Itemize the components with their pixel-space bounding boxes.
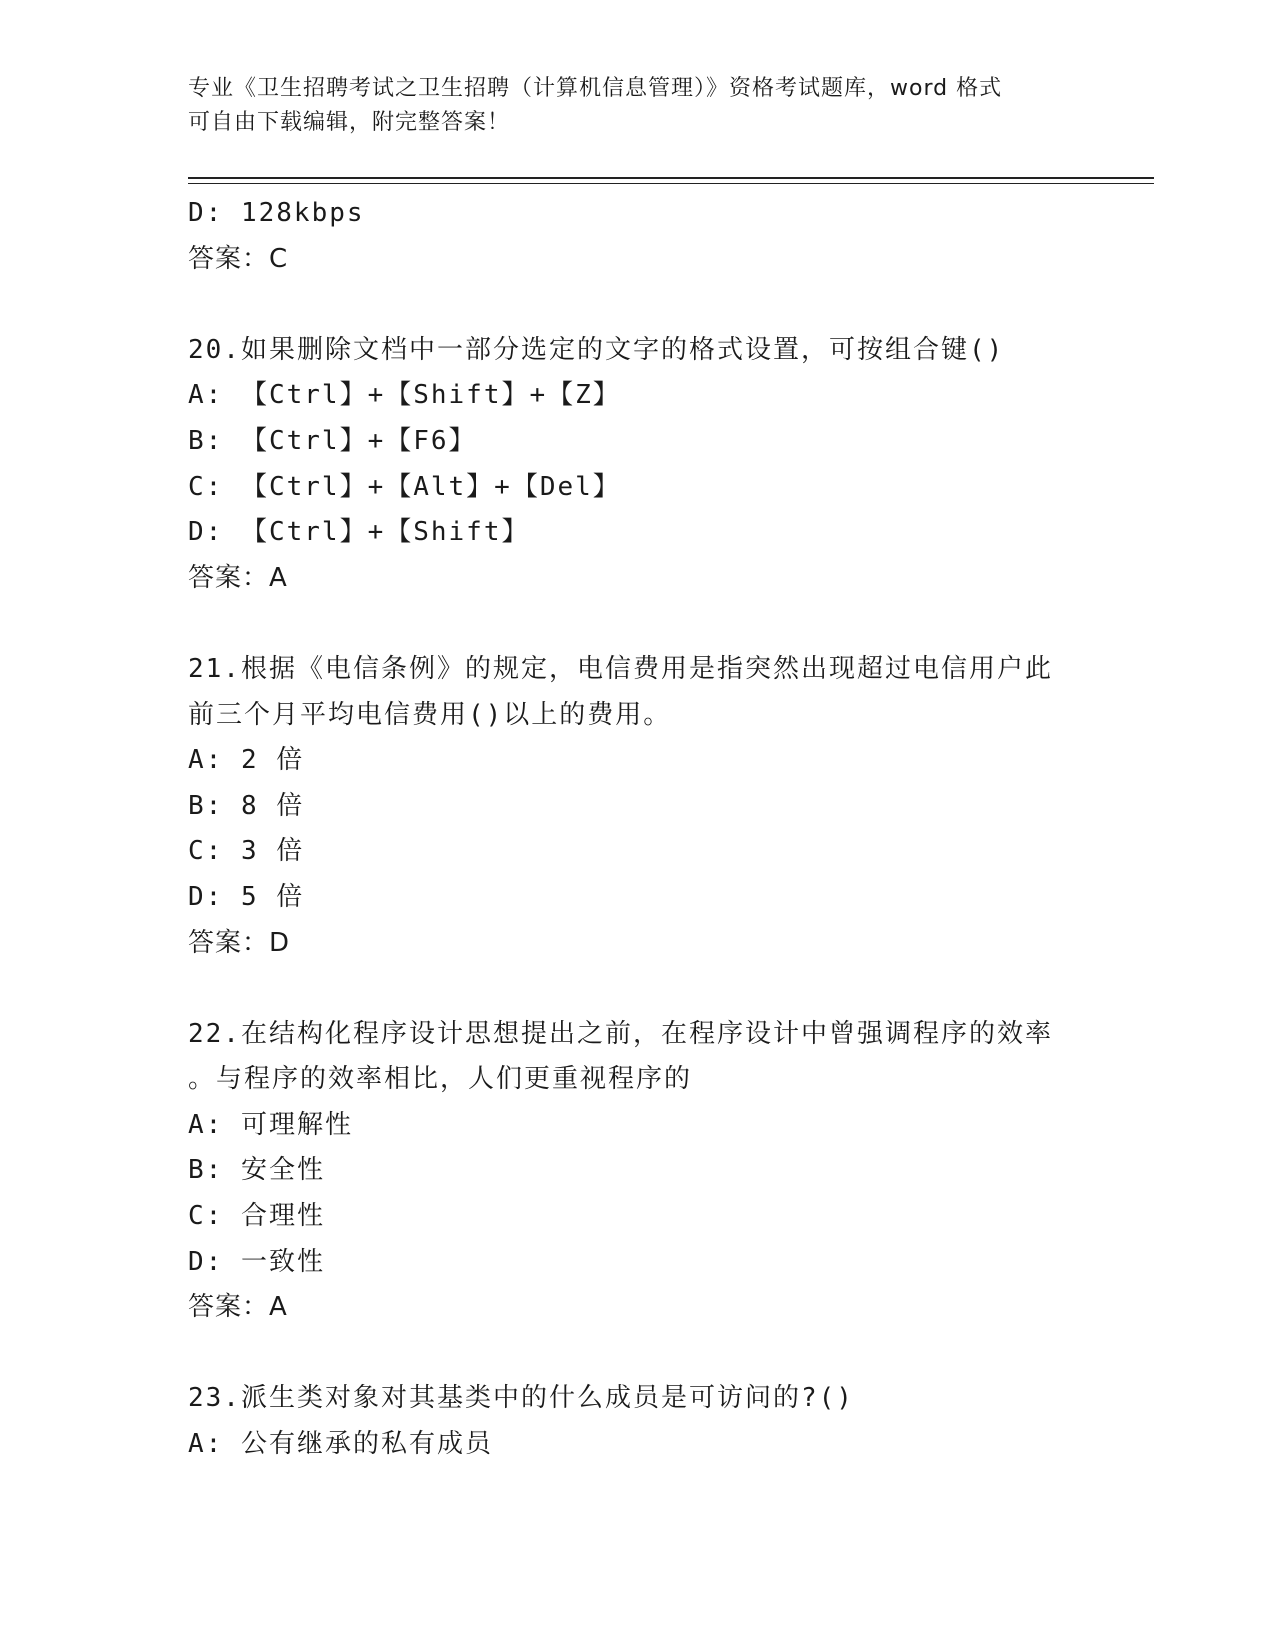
question-text-continued: 前三个月平均电信费用()以上的费用。 (188, 699, 672, 730)
question-text: 22.在结构化程序设计思想提出之前，在程序设计中曾强调程序的效率 (188, 1018, 1053, 1049)
option-b: B: 8 倍 (188, 790, 305, 821)
question-text: 20.如果删除文档中一部分选定的文字的格式设置，可按组合键() (188, 334, 1005, 365)
question-20 (188, 328, 1088, 602)
question-text-continued: 。与程序的效率相比，人们更重视程序的 (188, 1064, 693, 1095)
option-d: D: 128kbps (188, 198, 365, 228)
option-b: B: 【Ctrl】+【F6】 (188, 425, 477, 456)
option-d: D: 5 倍 (188, 881, 305, 912)
question-23 (188, 1376, 1088, 1467)
option-c: C: 合理性 (188, 1201, 325, 1232)
question-21 (188, 647, 1088, 966)
question-text: 23.派生类对象对其基类中的什么成员是可访问的?() (188, 1383, 854, 1414)
document-header (188, 72, 1068, 140)
spacer (188, 601, 1088, 647)
option-b: B: 安全性 (188, 1155, 325, 1186)
header-divider-thin (188, 183, 1154, 184)
answer-line: 答案：A (188, 1292, 288, 1323)
spacer (188, 282, 1088, 328)
question-content (188, 191, 1088, 1468)
option-d: D: 【Ctrl】+【Shift】 (188, 517, 530, 548)
option-a: A: 2 倍 (188, 745, 305, 776)
option-c: C: 【Ctrl】+【Alt】+【Del】 (188, 471, 621, 502)
option-a: A: 可理解性 (188, 1109, 353, 1140)
spacer (188, 966, 1088, 1012)
option-a: A: 公有继承的私有成员 (188, 1429, 493, 1460)
option-c: C: 3 倍 (188, 836, 305, 867)
option-d: D: 一致性 (188, 1246, 325, 1277)
question-text: 21.根据《电信条例》的规定，电信费用是指突然出现超过电信用户此 (188, 653, 1053, 684)
header-line-1: 专业《卫生招聘考试之卫生招聘（计算机信息管理）》资格考试题库，word 格式 (188, 76, 1003, 101)
question-22 (188, 1012, 1088, 1331)
header-divider-thick (188, 177, 1154, 179)
spacer (188, 1331, 1088, 1377)
option-a: A: 【Ctrl】+【Shift】+【Z】 (188, 380, 621, 411)
answer-line: 答案：A (188, 562, 288, 593)
answer-line: 答案：D (188, 927, 291, 958)
answer-line: 答案：C (188, 243, 289, 274)
header-line-2: 可自由下载编辑，附完整答案！ (188, 110, 511, 135)
